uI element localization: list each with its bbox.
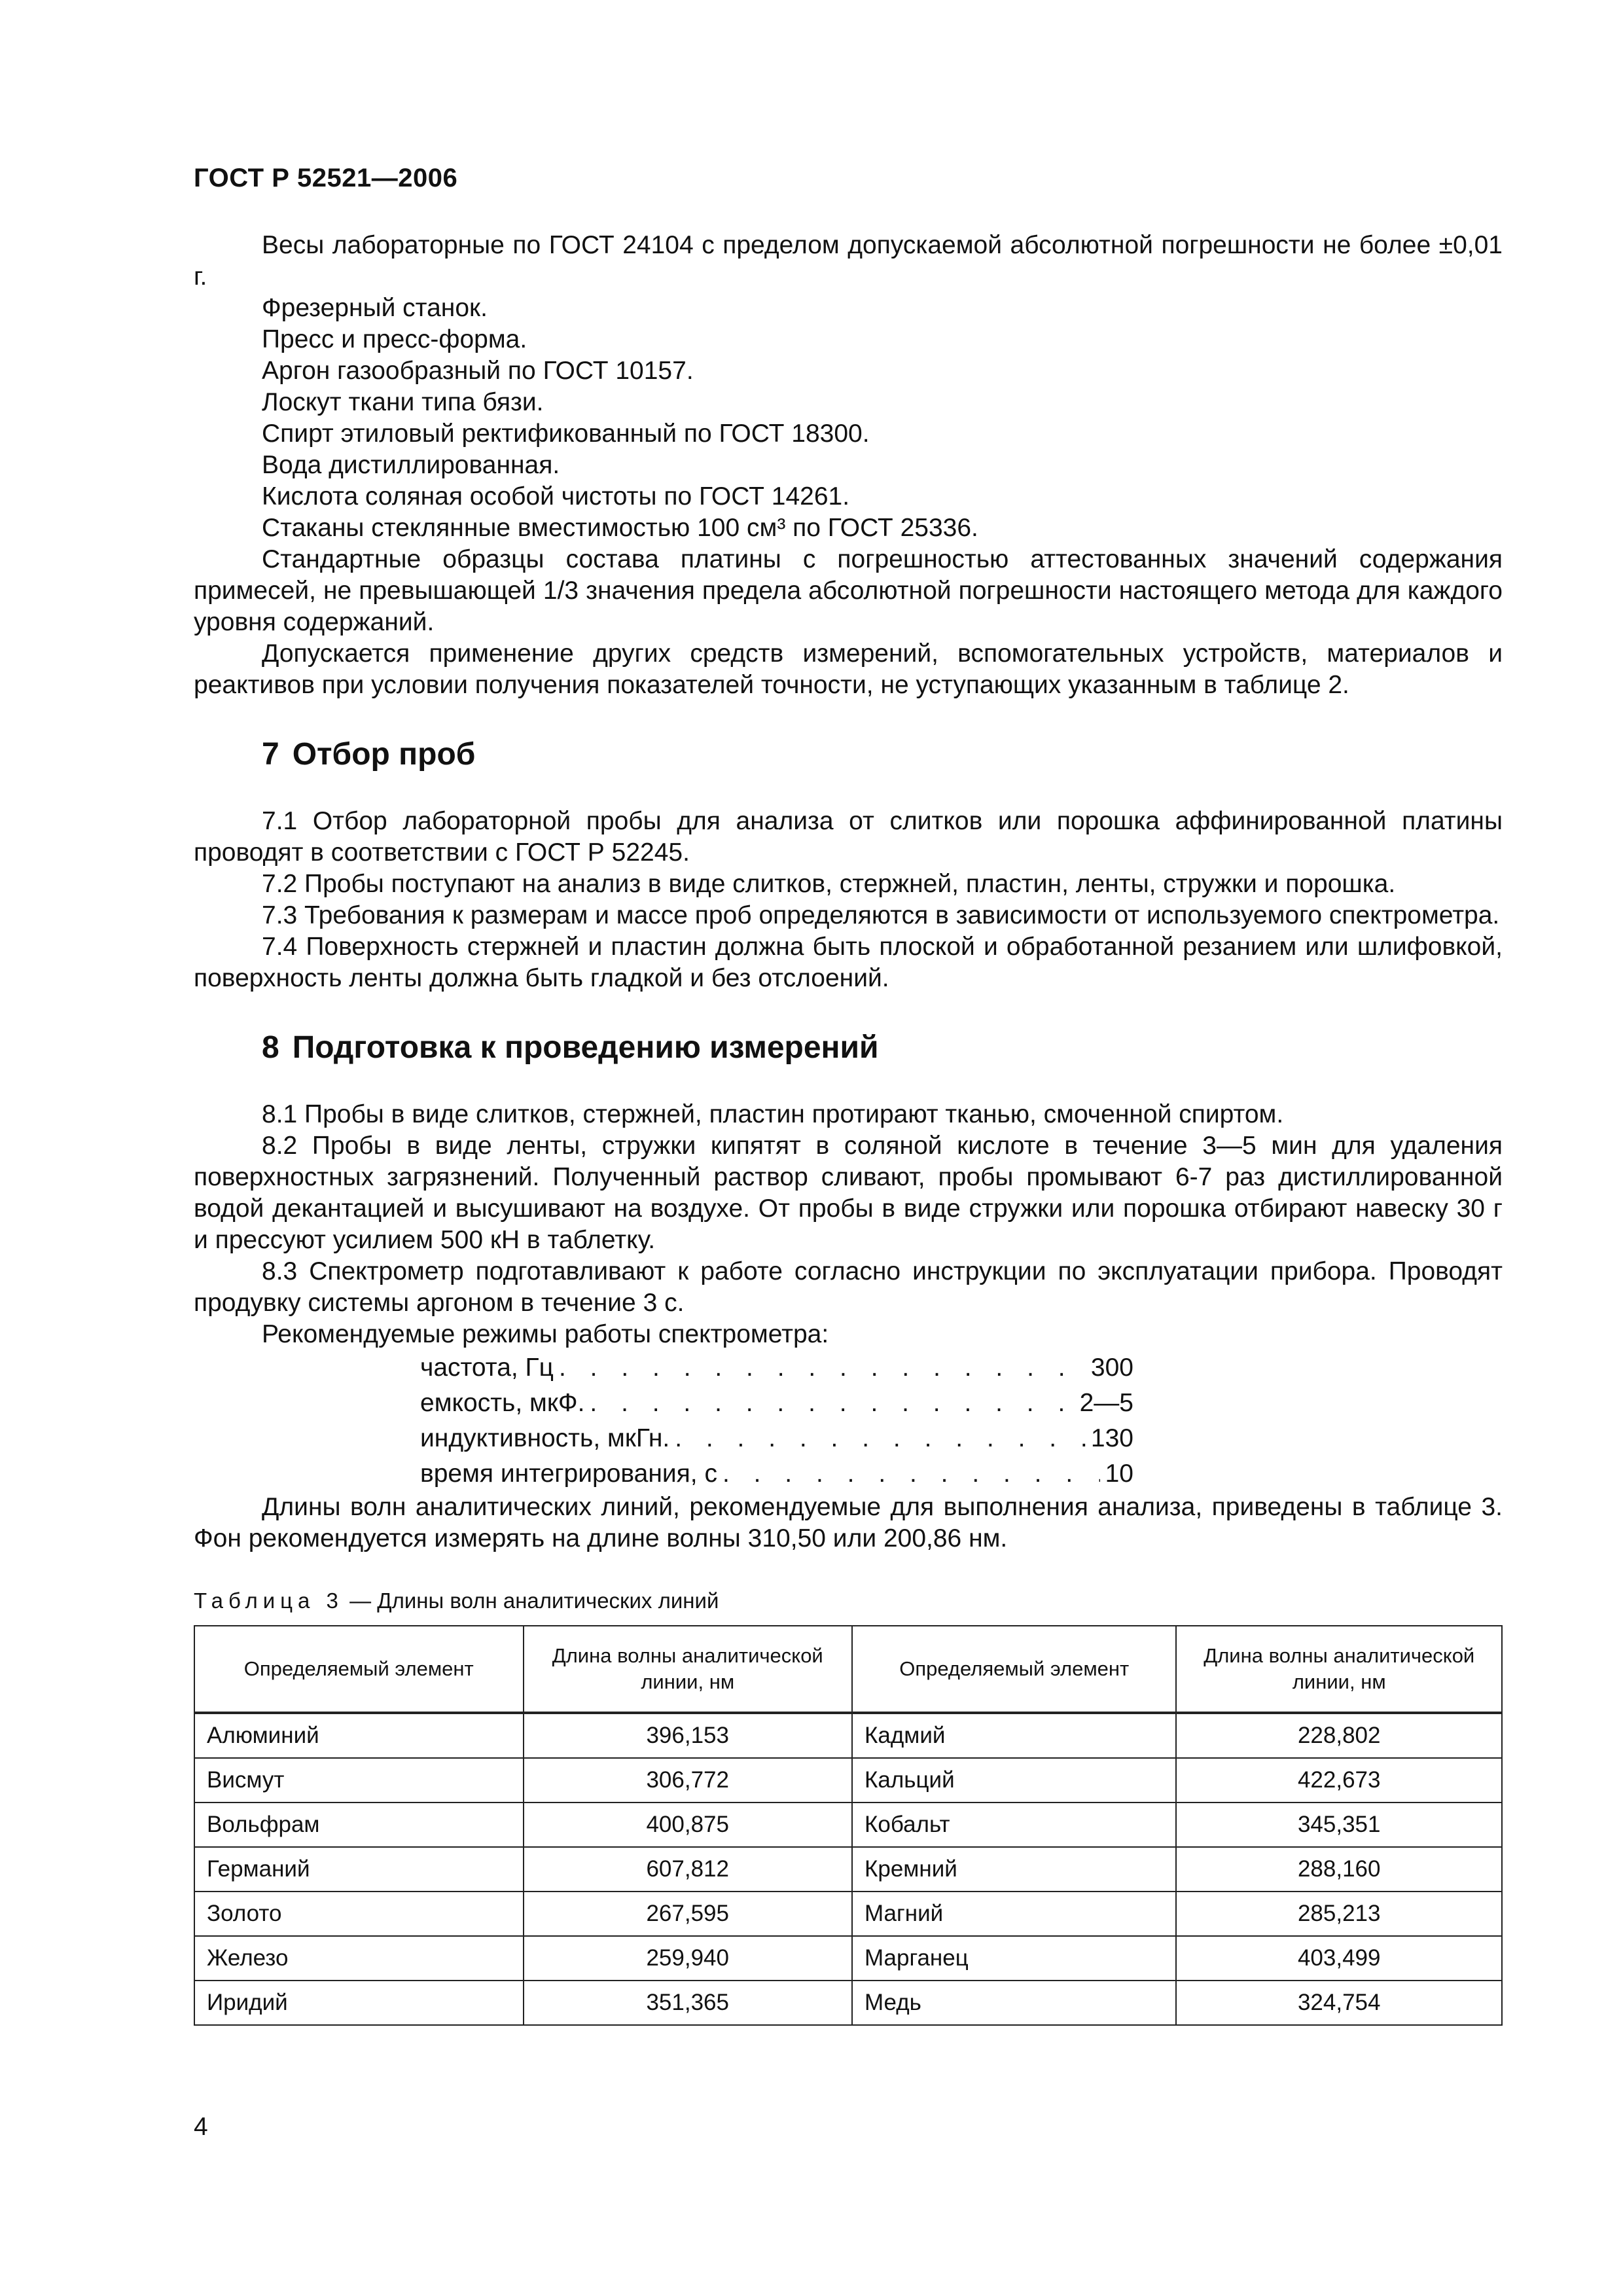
paragraph: Кислота соляная особой чистоты по ГОСТ 14261. [262, 482, 850, 511]
wavelength-cell: 288,160 [1176, 1847, 1502, 1892]
element-cell: Железо [194, 1936, 524, 1981]
paragraph: Длины волн аналитических линий, рекомендуемые для выполнения анализа, приведены в таблице 3. Фон рекомендуется измерять на длине волны 310,50 или 200,86 нм. [194, 1493, 1503, 1552]
setting-value: 130 [1090, 1424, 1133, 1452]
table-row [194, 1936, 1502, 1981]
table-row [194, 1713, 1502, 1758]
settings-row [420, 1456, 1133, 1492]
element-cell: Золото [194, 1892, 524, 1936]
leader-dots [559, 1350, 1086, 1386]
wavelength-cell: 267,595 [524, 1892, 852, 1936]
wavelength-cell: 607,812 [524, 1847, 852, 1892]
setting-label: емкость, мкФ. [420, 1389, 585, 1417]
table-caption [194, 1588, 1503, 1613]
leader-dots [675, 1421, 1086, 1456]
element-cell: Кальций [852, 1758, 1177, 1803]
element-cell: Иридий [194, 1981, 524, 2025]
leader-dots [722, 1456, 1100, 1492]
paragraph: 8.3 Спектрометр подготавливают к работе согласно инструкции по эксплуатации прибора. Проводят продувку системы аргоном в течение 3 с. [194, 1257, 1503, 1317]
section-number: 8 [262, 1030, 279, 1065]
setting-value: 10 [1105, 1460, 1133, 1488]
setting-value: 2—5 [1079, 1389, 1133, 1417]
paragraph: Фрезерный станок. [262, 294, 488, 322]
setting-label: время интегрирования, с [420, 1460, 717, 1488]
table-caption-text: — Длины волн аналитических линий [343, 1588, 719, 1613]
wavelength-cell: 351,365 [524, 1981, 852, 2025]
element-cell: Германий [194, 1847, 524, 1892]
element-cell: Кремний [852, 1847, 1177, 1892]
wavelength-cell: 422,673 [1176, 1758, 1502, 1803]
wavelength-cell: 396,153 [524, 1713, 852, 1758]
paragraph: Стаканы стеклянные вместимостью 100 см³ по ГОСТ 25336. [262, 514, 978, 542]
document-page [194, 164, 1503, 2026]
setting-value: 300 [1090, 1354, 1133, 1382]
table-row [194, 1847, 1502, 1892]
settings-row [420, 1421, 1133, 1456]
table-row [194, 1892, 1502, 1936]
column-header: Длина волны аналитической линии, нм [524, 1626, 852, 1713]
element-cell: Магний [852, 1892, 1177, 1936]
paragraph: Пресс и пресс-форма. [262, 325, 527, 353]
page-number: 4 [194, 2113, 208, 2141]
wavelength-cell: 306,772 [524, 1758, 852, 1803]
section-7-body [194, 806, 1503, 994]
settings-row [420, 1350, 1133, 1386]
paragraph: 7.2 Пробы поступают на анализ в виде слитков, стержней, пластин, ленты, стружки и порошка. [262, 870, 1396, 898]
table-row [194, 1758, 1502, 1803]
paragraph: 7.4 Поверхность стержней и пластин должна быть плоской и обработанной резанием или шлифовкой, поверхность ленты должна быть гладкой и без отслоений. [194, 933, 1503, 992]
setting-label: частота, Гц [420, 1354, 554, 1382]
intro-block [194, 230, 1503, 701]
wavelength-cell: 324,754 [1176, 1981, 1502, 2025]
element-cell: Вольфрам [194, 1803, 524, 1847]
column-header: Длина волны аналитической линии, нм [1176, 1626, 1502, 1713]
wavelength-table [194, 1625, 1503, 2026]
paragraph: 8.1 Пробы в виде слитков, стержней, пластин протирают тканью, смоченной спиртом. [262, 1100, 1284, 1128]
paragraph: Аргон газообразный по ГОСТ 10157. [262, 357, 694, 385]
section-heading-8 [262, 1030, 1503, 1066]
table-header-row [194, 1626, 1502, 1713]
leader-dots [590, 1386, 1074, 1421]
element-cell: Кобальт [852, 1803, 1177, 1847]
wavelength-cell: 400,875 [524, 1803, 852, 1847]
element-cell: Алюминий [194, 1713, 524, 1758]
paragraph: 8.2 Пробы в виде ленты, стружки кипятят в соляной кислоте в течение 3—5 мин для удаления поверхностных загрязнений. Полученный раствор сливают, пробы промывают 6-7 раз дистиллированной водой декантацией и высушивают на воздухе. От пробы в виде стружки или порошка отбирают навеску 30 г и прессуют усилием 500 кН в таблетку. [194, 1132, 1503, 1254]
paragraph: 7.1 Отбор лабораторной пробы для анализа от слитков или порошка аффинированной платины проводят в соответствии с ГОСТ Р 52245. [194, 807, 1503, 867]
paragraph: Рекомендуемые режимы работы спектрометра: [262, 1320, 829, 1348]
paragraph: Лоскут ткани типа бязи. [262, 388, 544, 416]
table-caption-label: Таблица 3 [194, 1588, 344, 1613]
element-cell: Висмут [194, 1758, 524, 1803]
table-row [194, 1803, 1502, 1847]
section-title: Отбор проб [292, 737, 476, 772]
element-cell: Кадмий [852, 1713, 1177, 1758]
column-header: Определяемый элемент [194, 1626, 524, 1713]
paragraph: Стандартные образцы состава платины с погрешностью аттестованных значений содержания примесей, не превышающей 1/3 значения предела абсолютной погрешности настоящего метода для каждого уровня содержаний. [194, 545, 1503, 636]
column-header: Определяемый элемент [852, 1626, 1177, 1713]
section-heading-7 [262, 736, 1503, 773]
wavelength-cell: 285,213 [1176, 1892, 1502, 1936]
element-cell: Марганец [852, 1936, 1177, 1981]
section-title: Подготовка к проведению измерений [292, 1030, 879, 1065]
paragraph: Допускается применение других средств измерений, вспомогательных устройств, материалов и реактивов при условии получения показателей точности, не уступающих указанным в таблице 2. [194, 639, 1503, 699]
table-row [194, 1981, 1502, 2025]
paragraph: Весы лабораторные по ГОСТ 24104 с пределом допускаемой абсолютной погрешности не более ±0,01 г. [194, 231, 1503, 291]
paragraph: Спирт этиловый ректификованный по ГОСТ 18300. [262, 420, 870, 448]
element-cell: Медь [852, 1981, 1177, 2025]
wavelength-cell: 259,940 [524, 1936, 852, 1981]
section-number: 7 [262, 737, 279, 772]
document-header: ГОСТ Р 52521—2006 [194, 164, 458, 192]
paragraph: Вода дистиллированная. [262, 451, 560, 479]
settings-row [420, 1386, 1133, 1421]
paragraph: 7.3 Требования к размерам и массе проб определяются в зависимости от используемого спектрометра. [262, 901, 1500, 929]
wavelength-cell: 403,499 [1176, 1936, 1502, 1981]
wavelength-cell: 345,351 [1176, 1803, 1502, 1847]
setting-label: индуктивность, мкГн. [420, 1424, 670, 1452]
section-8-body [194, 1099, 1503, 1554]
spectrometer-settings [420, 1350, 1133, 1492]
wavelength-cell: 228,802 [1176, 1713, 1502, 1758]
